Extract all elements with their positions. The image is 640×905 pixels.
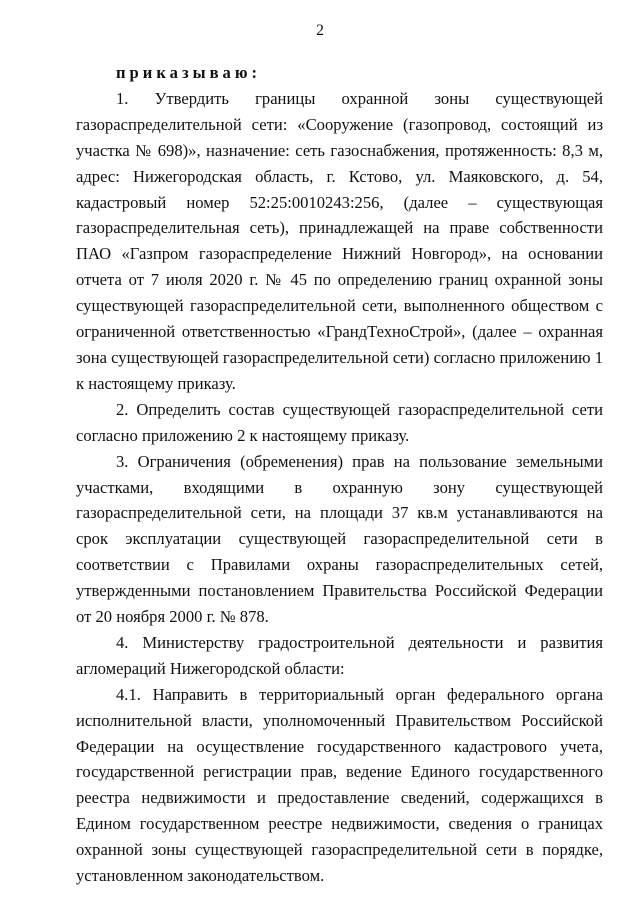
- paragraph-4-1: 4.1. Направить в территориальный орган федерального органа исполнительной власти, уполномоченный Правительством Российской Федерации на осуществление государственного кадастрового учета, государственной регистрации прав, ведение Единого государственного реестра недвижимости и предоставление сведений, содержащихся в Едином государственном реестре недвижимости, сведения о границах охранной зоны существующей газораспределительной сети в порядке, установленном законодательством.: [76, 684, 603, 886]
- paragraph-2: 2. Определить состав существующей газораспределительной сети согласно приложению 2 к настоящему приказу.: [76, 399, 603, 445]
- paragraph-3: 3. Ограничения (обременения) прав на пользование земельными участками, входящими в охранную зону существующей газораспределительной сети, на площади 37 кв.м устанавливаются на срок эксплуатации существующей газораспределительной сети в соответствии с Правилами охраны газораспределительных сетей, утвержденными постановлением Правительства Российской Федерации от 20 ноября 2000 г. № 878.: [76, 451, 603, 627]
- page-number: 2: [316, 22, 324, 39]
- paragraph-1: 1. Утвердить границы охранной зоны существующей газораспределительной сети: «Сооружение (газопровод, состоящий из участка № 698)», назначение: сеть газоснабжения, протяженность: 8,3 м, адрес: Нижегородская область, г. Кстово, ул. Маяковского, д. 54, кадастровый номер 52:25:0010243:256, (далее – существующая газораспределительная сеть), принадлежащей на праве собственности ПАО «Газпром газораспределение Нижний Новгород», на основании отчета от 7 июля 2020 г. № 45 по определению границ охранной зоны существующей газораспределительной сети, выполненного обществом с ограниченной ответственностью «ГрандТехноСтрой», (далее – охранная зона существующей газораспределительной сети) согласно приложению 1 к настоящему приказу.: [76, 88, 603, 393]
- document-body: [76, 60, 603, 889]
- paragraph-4: 4. Министерству градостроительной деятельности и развития агломераций Нижегородской области:: [76, 632, 603, 678]
- order-heading: приказываю:: [116, 63, 262, 82]
